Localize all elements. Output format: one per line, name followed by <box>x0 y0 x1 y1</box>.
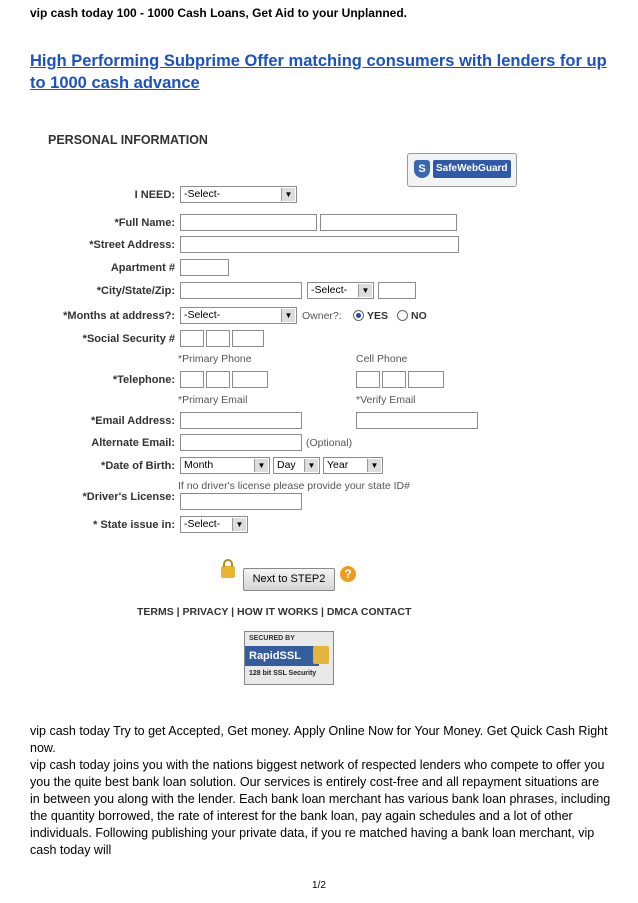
safewebguard-label: SafeWebGuard <box>433 160 511 178</box>
dob-day-value: Day <box>277 459 296 471</box>
loan-form <box>45 128 545 688</box>
owner-no-radio[interactable] <box>397 310 408 321</box>
chevron-down-icon: ▼ <box>232 518 246 531</box>
padlock-icon <box>313 646 329 664</box>
rapidssl-badge <box>244 631 334 685</box>
city-state-zip-label: *City/State/Zip: <box>96 285 175 297</box>
license-hint: If no driver's license please provide your state ID# <box>178 480 410 492</box>
cell-phone-area[interactable] <box>356 371 380 388</box>
lock-icon <box>221 566 235 578</box>
ssl-name: RapidSSL <box>245 646 319 666</box>
need-select[interactable] <box>180 186 297 203</box>
alt-email-input[interactable] <box>180 434 302 451</box>
document-header: vip cash today 100 - 1000 Cash Loans, Get Aid to your Unplanned. <box>30 6 407 20</box>
license-label: *Driver's License: <box>82 491 175 503</box>
ssl-bits: 128 bit SSL Security <box>249 670 317 677</box>
need-label: I NEED: <box>134 189 175 201</box>
ssl-secured-by: SECURED BY <box>249 635 295 642</box>
shield-icon: S <box>414 160 430 178</box>
footer-links[interactable]: TERMS | PRIVACY | HOW IT WORKS | DMCA CONTACT <box>137 606 412 618</box>
primary-phone-hint: *Primary Phone <box>178 353 252 365</box>
ssn-part-2[interactable] <box>206 330 230 347</box>
chevron-down-icon: ▼ <box>254 459 268 472</box>
dob-year-value: Year <box>327 459 349 471</box>
license-input[interactable] <box>180 493 302 510</box>
owner-label: Owner?: <box>302 310 342 322</box>
alt-email-label: Alternate Email: <box>91 437 175 449</box>
safewebguard-badge <box>407 153 517 187</box>
cell-phone-line[interactable] <box>408 371 444 388</box>
cell-phone-prefix[interactable] <box>382 371 406 388</box>
cell-phone-hint: Cell Phone <box>356 353 408 365</box>
state-issue-value: -Select- <box>184 518 221 530</box>
primary-email-hint: *Primary Email <box>178 394 248 406</box>
state-select[interactable] <box>307 282 374 299</box>
email-input[interactable] <box>180 412 302 429</box>
first-name-input[interactable] <box>180 214 317 231</box>
chevron-down-icon: ▼ <box>367 459 381 472</box>
months-select-value: -Select- <box>184 309 221 321</box>
ssn-label: *Social Security # <box>82 333 175 345</box>
full-name-label: *Full Name: <box>114 217 175 229</box>
help-icon[interactable]: ? <box>340 566 356 582</box>
dob-label: *Date of Birth: <box>101 460 175 472</box>
telephone-label: *Telephone: <box>112 374 175 386</box>
primary-phone-area[interactable] <box>180 371 204 388</box>
section-title: PERSONAL INFORMATION <box>48 133 208 147</box>
paragraph: vip cash today Try to get Accepted, Get money. Apply Online Now for Your Money. Get Quick Cash Right now. <box>30 724 608 755</box>
state-issue-label: * State issue in: <box>93 519 175 531</box>
verify-email-input[interactable] <box>356 412 478 429</box>
chevron-down-icon: ▼ <box>281 309 295 322</box>
dob-month-select[interactable] <box>180 457 270 474</box>
paragraph: vip cash today joins you with the nations biggest network of respected lenders who compete to offer you you the quite best bank loan solution. Our services is entirely cost-free and all repayment situations are in between you along with the lender. Each bank loan merchant has various bank loan phrases, including the quantity borrowed, the rate of interest for the bank loan, pay again schedules and a lot of other individuals. Following publishing your private data, if you re matched having a bank loan merchant, vip cash today will <box>30 758 611 857</box>
apartment-label: Apartment # <box>110 262 175 274</box>
street-input[interactable] <box>180 236 459 253</box>
owner-yes-label: YES <box>367 310 389 322</box>
primary-phone-prefix[interactable] <box>206 371 230 388</box>
owner-no-label: NO <box>411 310 427 322</box>
months-select[interactable] <box>180 307 297 324</box>
need-select-value: -Select- <box>184 188 221 200</box>
street-label: *Street Address: <box>89 239 175 251</box>
verify-email-hint: *Verify Email <box>356 394 416 406</box>
months-label: *Months at address?: <box>63 310 175 322</box>
dob-day-select[interactable] <box>273 457 320 474</box>
owner-yes-radio[interactable] <box>353 310 364 321</box>
zip-input[interactable] <box>378 282 416 299</box>
dob-year-select[interactable] <box>323 457 383 474</box>
state-issue-select[interactable] <box>180 516 248 533</box>
email-label: *Email Address: <box>91 415 175 427</box>
ssn-part-1[interactable] <box>180 330 204 347</box>
ssn-part-3[interactable] <box>232 330 264 347</box>
last-name-input[interactable] <box>320 214 457 231</box>
chevron-down-icon: ▼ <box>281 188 295 201</box>
dob-month-value: Month <box>184 459 214 471</box>
next-step-button[interactable]: Next to STEP2 <box>243 568 335 591</box>
chevron-down-icon: ▼ <box>358 284 372 297</box>
headline-link[interactable]: High Performing Subprime Offer matching consumers with lenders for up to 1000 cash advance <box>30 52 607 92</box>
apartment-input[interactable] <box>180 259 229 276</box>
state-select-value: -Select- <box>311 284 348 296</box>
body-text <box>30 723 612 859</box>
primary-phone-line[interactable] <box>232 371 268 388</box>
page-number: 1/2 <box>312 880 326 891</box>
city-input[interactable] <box>180 282 302 299</box>
chevron-down-icon: ▼ <box>304 459 318 472</box>
optional-hint: (Optional) <box>306 437 353 449</box>
